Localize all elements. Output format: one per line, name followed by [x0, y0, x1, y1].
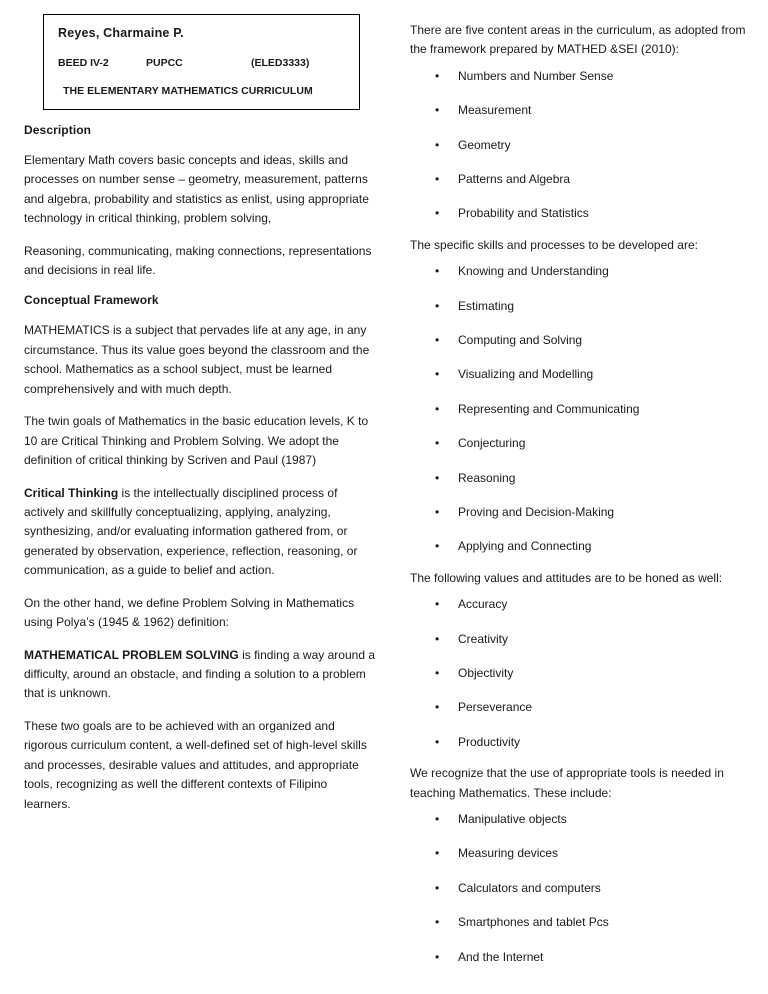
- student-header-box: [43, 14, 360, 110]
- list-item: [410, 504, 760, 521]
- list-item: [410, 631, 760, 648]
- list-item: [410, 470, 760, 487]
- tools-intro: We recognize that the use of appropriate tools is needed in teaching Mathematics. These include:: [410, 766, 724, 800]
- list-item-label: Smartphones and tablet Pcs: [458, 915, 609, 930]
- list-item: [410, 811, 760, 828]
- list-item: [410, 171, 760, 188]
- list-item-label: Proving and Decision-Making: [458, 505, 615, 519]
- content-areas-list: [410, 68, 760, 223]
- problem-solving-label: MATHEMATICAL PROBLEM SOLVING: [24, 647, 239, 662]
- list-item-label: Manipulative objects: [458, 812, 567, 827]
- bullet-icon: •: [435, 949, 440, 964]
- description-paragraph-2: Reasoning, communicating, making connections, representations and decisions in real life.: [24, 243, 372, 278]
- values-list: [410, 596, 760, 751]
- list-item: [410, 435, 760, 452]
- list-item-label: Estimating: [458, 298, 515, 313]
- list-item-label: Numbers and Number Sense: [458, 68, 614, 83]
- bullet-icon: •: [435, 436, 440, 451]
- framework-paragraph-1: MATHEMATICS is a subject that pervades life at any age, in any circumstance. Thus its value goes beyond the classroom and the school. Mathematics as a school subject, must be learned comprehensively and with much depth.: [24, 323, 370, 396]
- list-item: [410, 332, 760, 349]
- list-item: [410, 68, 760, 85]
- course-section: BEED IV-2: [58, 56, 109, 69]
- bullet-icon: •: [435, 915, 440, 930]
- list-item: [410, 263, 760, 280]
- list-item: [410, 699, 760, 716]
- list-item-label: Measuring devices: [458, 846, 559, 861]
- list-item-label: Creativity: [458, 631, 509, 646]
- list-item: [410, 665, 760, 682]
- list-item: [410, 538, 760, 555]
- list-item-label: Visualizing and Modelling: [458, 367, 594, 382]
- bullet-icon: •: [435, 103, 440, 118]
- list-item: [410, 845, 760, 862]
- bullet-icon: •: [435, 505, 440, 519]
- list-item-label: Measurement: [458, 103, 532, 118]
- list-item-label: Patterns and Algebra: [458, 172, 571, 187]
- bullet-icon: •: [435, 264, 440, 279]
- bullet-icon: •: [435, 68, 440, 83]
- list-item: [410, 102, 760, 119]
- student-name: Reyes, Charmaine P.: [58, 26, 184, 40]
- description-heading: Description: [24, 122, 92, 137]
- bullet-icon: •: [435, 880, 440, 895]
- student-meta-row: [58, 58, 359, 70]
- bullet-icon: •: [435, 470, 440, 485]
- right-column: [410, 14, 760, 966]
- list-item: [410, 914, 760, 931]
- list-item-label: Objectivity: [458, 666, 514, 680]
- bullet-icon: •: [435, 172, 440, 187]
- bullet-icon: •: [435, 666, 440, 680]
- list-item: [410, 596, 760, 613]
- list-item-label: Reasoning: [458, 470, 516, 485]
- framework-paragraph-2: The twin goals of Mathematics in the basic education levels, K to 10 are Critical Thinking and Problem Solving. We adopt the definition of critical thinking by Scriven and Paul (1987): [24, 414, 369, 468]
- bullet-icon: •: [435, 367, 440, 382]
- list-item: [410, 366, 760, 383]
- problem-solving-body: is finding a way around a difficulty, around an obstacle, and finding a solution to a problem that is unknown.: [24, 647, 376, 701]
- values-intro: The following values and attitudes are to be honed as well:: [410, 570, 723, 585]
- list-item-label: Probability and Statistics: [458, 206, 589, 221]
- bullet-icon: •: [435, 333, 440, 348]
- list-item-label: Perseverance: [458, 700, 533, 715]
- bullet-icon: •: [435, 631, 440, 646]
- list-item: [410, 137, 760, 154]
- list-item-label: And the Internet: [458, 949, 544, 964]
- bullet-icon: •: [435, 812, 440, 827]
- document-title: THE ELEMENTARY MATHEMATICS CURRICULUM: [63, 85, 313, 98]
- list-item: [410, 298, 760, 315]
- list-item: [410, 205, 760, 222]
- bullet-icon: •: [435, 206, 440, 221]
- skills-intro: The specific skills and processes to be developed are:: [410, 237, 699, 252]
- closing-paragraph: These two goals are to be achieved with an organized and rigorous curriculum content, a well-defined set of high-level skills and processes, desirable values and attitudes, and appropriate tools, recognizing as well the different contexts of Filipino learners.: [24, 718, 367, 811]
- subject-code: (ELED3333): [251, 56, 310, 69]
- description-paragraph-1: Elementary Math covers basic concepts and ideas, skills and processes on number sense – geometry, measurement, patterns and algebra, probability and statistics as enlist, using appropriate technology in critical thinking, problem solving,: [24, 152, 369, 226]
- critical-thinking-label: Critical Thinking: [24, 485, 119, 500]
- list-item-label: Conjecturing: [458, 436, 526, 451]
- bullet-icon: •: [435, 734, 440, 749]
- tools-list: [410, 811, 760, 966]
- list-item-label: Accuracy: [458, 597, 508, 612]
- list-item-label: Representing and Communicating: [458, 401, 640, 416]
- list-item-label: Geometry: [458, 137, 511, 152]
- problem-solving-paragraph: [24, 646, 376, 704]
- bullet-icon: •: [435, 137, 440, 152]
- problem-solving-intro: On the other hand, we define Problem Solving in Mathematics using Polya’s (1945 & 1962) definition:: [24, 595, 355, 630]
- skills-list: [410, 263, 760, 556]
- list-item-label: Calculators and computers: [458, 880, 601, 895]
- bullet-icon: •: [435, 597, 440, 612]
- list-item-label: Applying and Connecting: [458, 539, 592, 554]
- list-item-label: Knowing and Understanding: [458, 264, 609, 279]
- list-item: [410, 401, 760, 418]
- list-item-label: Computing and Solving: [458, 333, 583, 348]
- list-item-label: Productivity: [458, 734, 521, 749]
- bullet-icon: •: [435, 700, 440, 715]
- bullet-icon: •: [435, 539, 440, 554]
- list-item: [410, 734, 760, 751]
- list-item: [410, 880, 760, 897]
- bullet-icon: •: [435, 298, 440, 313]
- list-item: [410, 949, 760, 966]
- left-column: [24, 14, 376, 814]
- critical-thinking-body: is the intellectually disciplined process of actively and skillfully conceptualizing, applying, analyzing, synthesizing, and/or evaluating information gathered from, or generated by observation, experience, reflection, reasoning, or communication, as a guide to belief and action.: [24, 485, 358, 578]
- content-areas-intro: There are five content areas in the curriculum, as adopted from the framework prepared by MATHED &SEI (2010):: [410, 23, 746, 57]
- school-name: PUPCC: [146, 56, 183, 69]
- bullet-icon: •: [435, 846, 440, 861]
- bullet-icon: •: [435, 401, 440, 416]
- critical-thinking-paragraph: [24, 484, 376, 581]
- conceptual-framework-heading: Conceptual Framework: [24, 293, 159, 308]
